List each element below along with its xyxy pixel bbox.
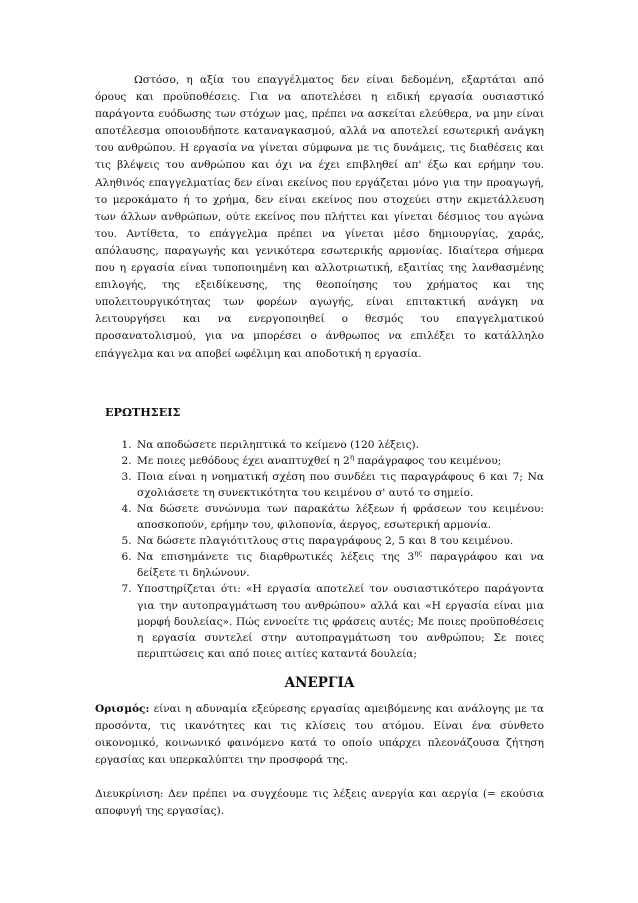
- question-2: [135, 453, 544, 469]
- question-6-text-before: Να επισημάνετε τις διαρθρωτικές λέξεις της 3: [137, 551, 415, 564]
- unemployment-clarification: Διευκρίνιση: Δεν πρέπει να συγχέουμε τις λέξεις ανεργία και αεργία (= εκούσια αποφυγή της εργασίας).: [95, 788, 544, 818]
- questions-list: [95, 437, 544, 662]
- question-3: [135, 469, 544, 501]
- question-7: [135, 581, 544, 661]
- intro-paragraph: Ωστόσο, η αξία του επαγγέλματος δεν είναι δεδομένη, εξαρτάται από όρους και προϋποθέσεις. Για να αποτελέσει η ειδική εργασία ουσιαστικό παράγοντα ευόδωσης των στόχων μας, πρέπει να ασκείται ελεύθερα, να μην είναι αποτέλεσμα οποιουδήποτε καταναγκασμού, αλλά να αποτελεί εσωτερική ανάγκη του ανθρώπου. Η εργασία να γίνεται σύμφωνα με τις δυνάμεις, τις διαθέσεις και τις βλέψεις του ανθρώπου και όχι να έχει επιβληθεί απ' έξω και ερήμην του. Αληθινός επαγγελματίας δεν είναι εκείνος που εργάζεται μόνο για την προαγωγή, το μεροκάματο ή το χρήμα, δεν είναι εκείνος που στοχεύει στην εκμετάλλευση των άλλων ανθρώπων, ούτε εκείνος που πλήττει και γίνεται δέσμιος του αγώνα του. Αντίθετα, το επάγγελμα πρέπει να γίνεται μέσο δημιουργίας, χαράς, απόλαυσης, παραγωγής και γενικότερα εσωτερικής αρμονίας. Ιδιαίτερα σήμερα που η εργασία είναι τυποποιημένη και αλλοτριωτική, εξαιτίας της λανθασμένης επιλογής, της εξειδίκευσης, της θεοποίησης του χρήματος και της υπολειτουργικότητας των φορέων αγωγής, είναι επιτακτική ανάγκη να λειτουργήσει και να ενεργοποιηθεί ο θεσμός του επαγγελματικού προσανατολισμού, για να μπορέσει ο άνθρωπος να επιλέξει το κατάλληλο επάγγελμα και να αποβεί ωφέλιμη και αποδοτική η εργασία.: [95, 74, 544, 360]
- question-4: [135, 501, 544, 533]
- question-1-text: Να αποδώσετε περιληπτικά το κείμενο (120 λέξεις).: [137, 438, 420, 451]
- question-6-text-after: παραγράφου και να δείξετε τι δηλώνουν.: [137, 551, 544, 580]
- question-6-superscript: ης: [414, 549, 423, 558]
- questions-heading: ΕΡΩΤΗΣΕΙΣ: [105, 404, 181, 419]
- question-2-text-after: παράγραφος του κειμένου;: [354, 454, 502, 467]
- question-4-text: Να δώσετε συνώνυμα των παρακάτω λέξεων ή φράσεων του κειμένου: αποσκοπούν, ερήμην του, φιλοπονία, άεργος, εσωτερική αρμονία.: [137, 502, 544, 532]
- question-2-text-before: Με ποιες μεθόδους έχει αναπτυχθεί η 2: [137, 454, 350, 467]
- question-5: [135, 533, 544, 549]
- definition-label: Ορισμός:: [95, 702, 150, 715]
- question-6: [135, 549, 544, 581]
- question-1: [135, 437, 544, 453]
- question-7-text: Υποστηρίζεται ότι: «Η εργασία αποτελεί τον ουσιαστικότερο παράγοντα για την αυτοπραγμάτωση του ανθρώπου» αλλά και «Η εργασία είναι μια μορφή δουλείας». Πώς εννοείτε τις φράσεις αυτές; Με ποιες προϋποθέσεις η εργασία συντελεί στην αυτοπραγμάτωση του ανθρώπου; Σε ποιες περιπτώσεις και από ποιες αιτίες καταντά δουλεία;: [137, 583, 544, 660]
- question-5-text: Να δώσετε πλαγιότιτλους στις παραγράφους 2, 5 και 8 του κειμένου.: [137, 535, 514, 548]
- question-2-superscript: η: [349, 453, 355, 462]
- unemployment-title: ΑΝΕΡΓΙΑ: [284, 674, 355, 691]
- unemployment-definition: [95, 701, 544, 769]
- definition-text: είναι η αδυναμία εξεύρεσης εργασίας αμειβόμενης και ανάλογης με τα προσόντα, τις ικανότητες και τις κλίσεις του ατόμου. Είναι ένα σύνθετο οικονομικό, κοινωνικό φαινόμενο κατά το οποίο υπάρχει πλεονάζουσα ζήτηση εργασίας και υπερκαλύπτει την προσφορά της.: [95, 702, 544, 767]
- question-3-text: Ποια είναι η νοηματική σχέση που συνδέει τις παραγράφους 6 και 7; Να σχολιάσετε τη συνεκτικότητα του κειμένου σ' αυτό το σημείο.: [137, 470, 544, 499]
